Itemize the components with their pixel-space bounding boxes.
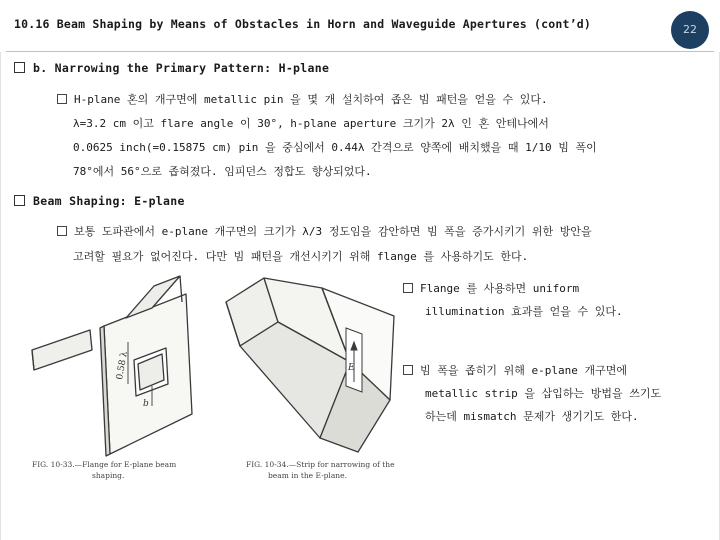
- flange-bullet: [403, 280, 579, 296]
- bullet-text-line: illumination 효과를 얻을 수 있다.: [425, 305, 623, 318]
- bullet-text-line: metallic strip 을 삽입하는 방법을 쓰기도: [425, 387, 662, 400]
- slide-title: 10.16 Beam Shaping by Means of Obstacles in Horn and Waveguide Apertures (cont’d): [14, 17, 592, 31]
- section-b-bullet: [57, 91, 548, 107]
- section-e-heading-text: Beam Shaping: E-plane: [33, 194, 185, 208]
- bullet-text: 빔 폭을 좁히기 위해 e-plane 개구면에: [420, 364, 627, 377]
- flange-figure: [30, 268, 220, 458]
- header-divider: [6, 51, 714, 52]
- dimension-label: 0.58 λ: [115, 350, 130, 381]
- page-number-badge: 22: [671, 11, 709, 49]
- figure-caption: shaping.: [92, 471, 125, 480]
- section-e-heading: [14, 194, 185, 208]
- figure-caption: beam in the E-plane.: [268, 471, 347, 480]
- section-e-bullet: [57, 223, 592, 239]
- bullet-text-line: 고려할 필요가 없어진다. 다만 빔 패턴을 개선시키기 위해 flange 를 사용하기도 한다.: [73, 250, 529, 263]
- square-bullet-icon: [57, 94, 67, 104]
- bullet-text-line: 0.0625 inch(=0.15875 cm) pin 을 중심에서 0.44λ 간격으로 양쪽에 배치했을 때 1/10 빔 폭이: [73, 141, 597, 154]
- square-bullet-icon: [57, 226, 67, 236]
- section-b-heading-text: b. Narrowing the Primary Pattern: H-plane: [33, 61, 330, 75]
- bullet-text: H-plane 혼의 개구면에 metallic pin 을 몇 개 설치하여 좁은 빔 패턴을 얻을 수 있다.: [74, 93, 548, 106]
- bullet-text: Flange 를 사용하면 uniform: [420, 282, 580, 295]
- figure-caption: FIG. 10-33.—Flange for E-plane beam: [32, 460, 177, 469]
- figure-caption: FIG. 10-34.—Strip for narrowing of the: [246, 460, 395, 469]
- bullet-text-line: 하는데 mismatch 문제가 생기기도 한다.: [425, 410, 639, 423]
- slide-header: [0, 0, 720, 52]
- bullet-text: 보통 도파관에서 e-plane 개구면의 크기가 λ/3 정도임을 감안하면 빔 폭을 증가시키기 위한 방안을: [74, 225, 592, 238]
- strip-figure: [222, 262, 412, 458]
- bullet-text-line: λ=3.2 cm 이고 flare angle 이 30°, h-plane aperture 크기가 2λ 인 혼 안테나에서: [73, 117, 549, 130]
- square-bullet-icon: [14, 62, 25, 73]
- b-label: b: [143, 399, 149, 409]
- left-border: [0, 52, 1, 540]
- bullet-text-line: 78°에서 56°으로 좁혀졌다. 임피던스 정합도 향상되었다.: [73, 165, 372, 178]
- strip-bullet: [403, 362, 627, 378]
- square-bullet-icon: [14, 195, 25, 206]
- section-b-heading: [14, 61, 329, 75]
- e-field-label: E: [348, 363, 355, 373]
